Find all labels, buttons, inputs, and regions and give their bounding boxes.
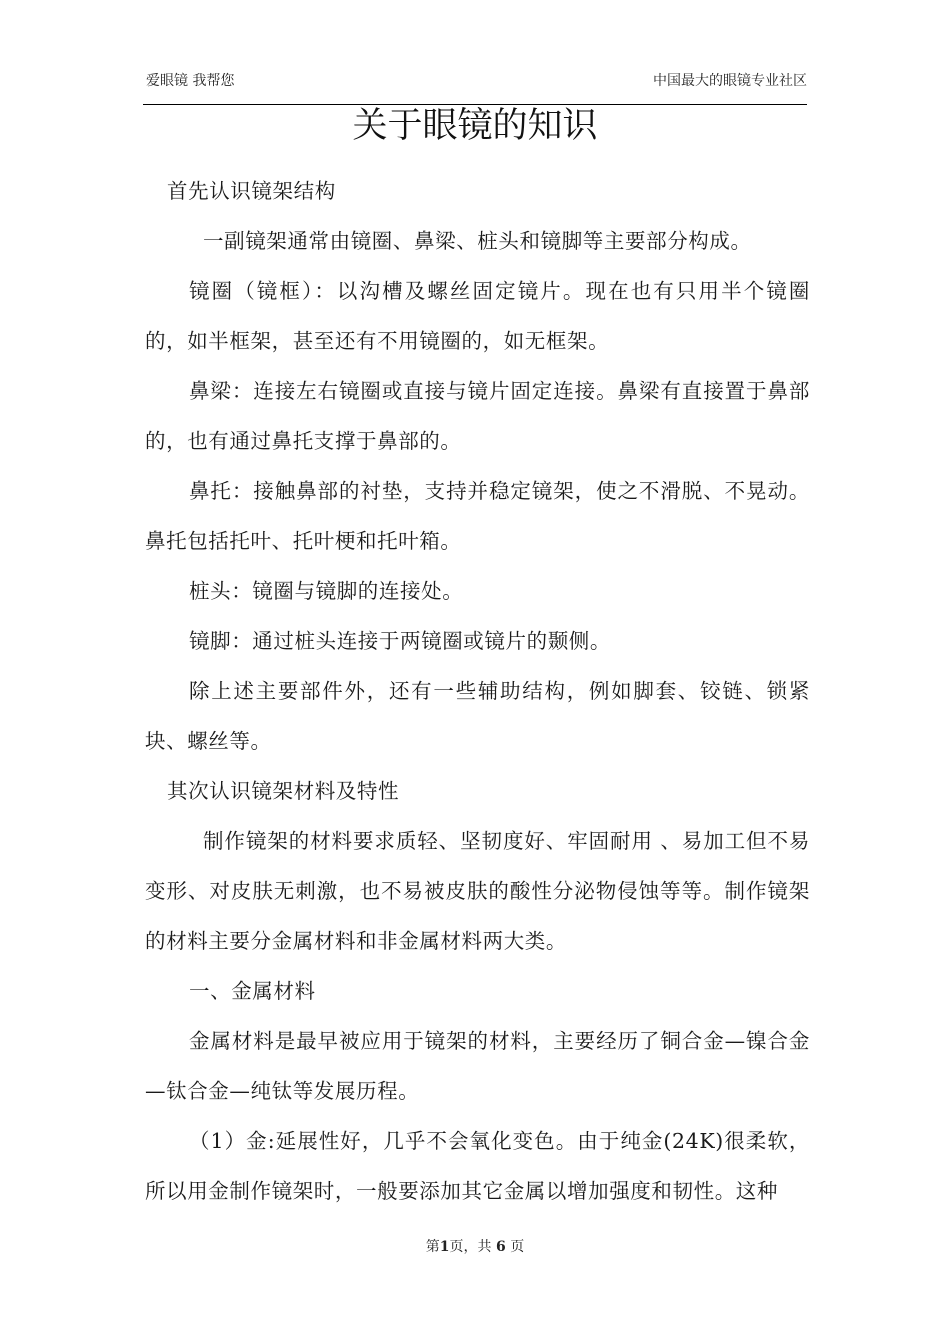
header-left-text: 爱眼镜 我帮您 <box>146 73 235 89</box>
footer-prefix: 第 <box>425 1239 440 1255</box>
header-right-text: 中国最大的眼镜专业社区 <box>653 73 807 89</box>
footer-total-pages: 6 <box>496 1239 506 1255</box>
footer-mid: 页，共 <box>449 1239 496 1255</box>
paragraph-endpiece: 桩头：镜圈与镜脚的连接处。 <box>189 579 464 603</box>
paragraph-nose-pad: 鼻托：接触鼻部的衬垫，支持并稳定镜架，使之不滑脱、不晃动。鼻托包括托叶、托叶梗和托叶箱。 <box>145 479 810 553</box>
paragraph-rim: 镜圈（镜框）：以沟槽及螺丝固定镜片。现在也有只用半个镜圈的，如半框架，甚至还有不用镜圈的，如无框架。 <box>145 279 810 353</box>
paragraph-gold: （1）金:延展性好，几乎不会氧化变色。由于纯金(24K)很柔软，所以用金制作镜架时，一般要添加其它金属以增加强度和韧性。这种 <box>145 1129 810 1203</box>
page-footer <box>0 1238 950 1256</box>
paragraph-auxiliary: 除上述主要部件外，还有一些辅助结构，例如脚套、铰链、锁紧块、螺丝等。 <box>145 679 810 753</box>
paragraph-metal-history: 金属材料是最早被应用于镜架的材料，主要经历了铜合金—镍合金—钛合金—纯钛等发展历程。 <box>145 1029 810 1103</box>
section-heading-materials: 其次认识镜架材料及特性 <box>167 779 400 803</box>
section-heading-structure: 首先认识镜架结构 <box>167 179 336 203</box>
paragraph-temple: 镜脚：通过桩头连接于两镜圈或镜片的颞侧。 <box>189 629 611 653</box>
paragraph-bridge: 鼻梁：连接左右镜圈或直接与镜片固定连接。鼻梁有直接置于鼻部的，也有通过鼻托支撑于鼻部的。 <box>145 379 810 453</box>
footer-page-number: 1 <box>439 1239 450 1255</box>
footer-suffix: 页 <box>505 1239 525 1255</box>
document-title: 关于眼镜的知识 <box>352 106 598 146</box>
document-body <box>145 166 810 1216</box>
subheading-metal-materials: 一、金属材料 <box>189 979 316 1003</box>
paragraph-material-requirements: 制作镜架的材料要求质轻、坚韧度好、牢固耐用 、易加工但不易变形、对皮肤无刺激，也不易被皮肤的酸性分泌物侵蚀等等。制作镜架的材料主要分金属材料和非金属材料两大类。 <box>145 829 810 953</box>
paragraph-frame-parts: 一副镜架通常由镜圈、鼻梁、桩头和镜脚等主要部分构成。 <box>203 229 752 253</box>
